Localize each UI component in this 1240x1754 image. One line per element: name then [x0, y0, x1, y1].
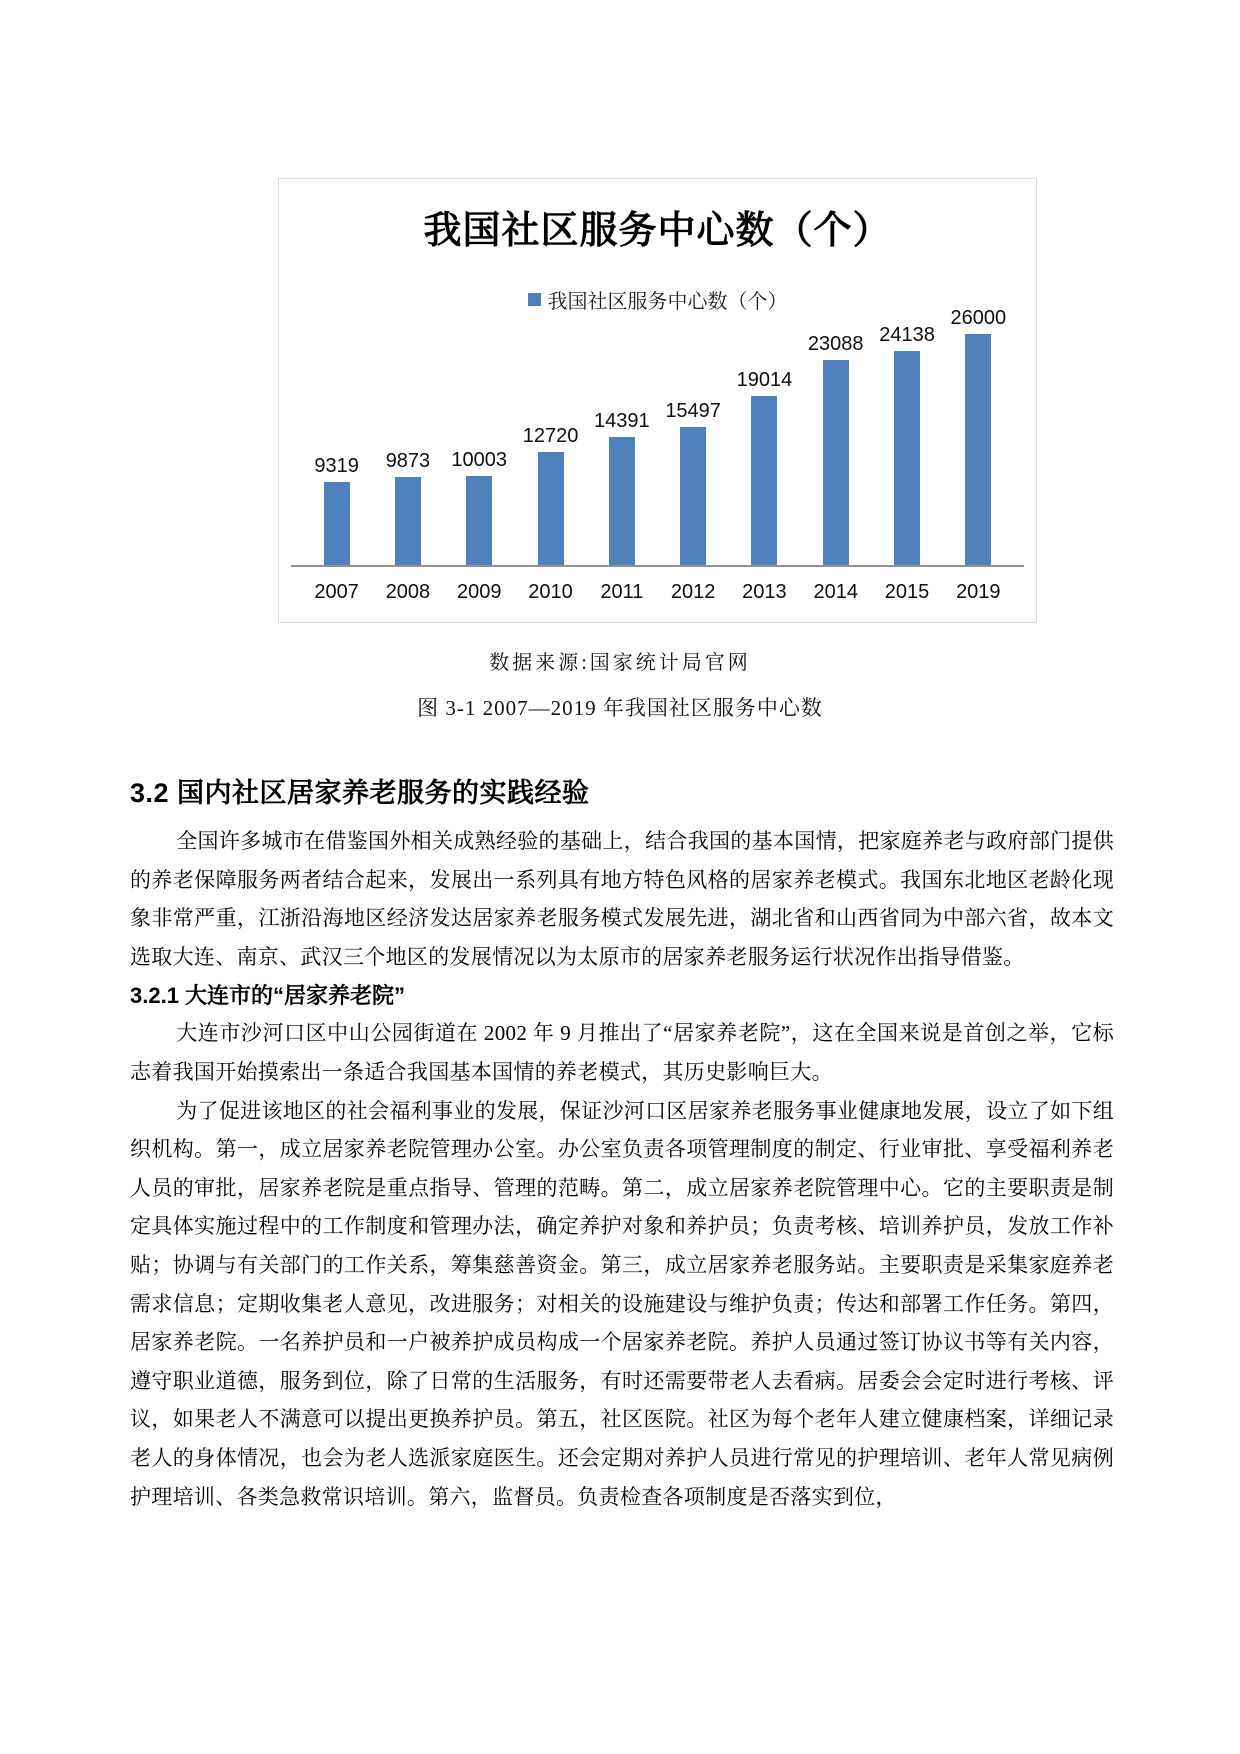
bar-value-label: 19014 — [736, 369, 793, 391]
bar-column-2012 — [657, 400, 728, 565]
bar-column-2010 — [515, 425, 586, 565]
figure-source-note: 数据来源:国家统计局官网 — [489, 652, 751, 674]
bar-value-label: 14391 — [594, 410, 650, 432]
paragraph-2: 大连市沙河口区中山公园街道在 2002 年 9 月推出了“居家养老院”，这在全国来说是首创之举，它标志着我国开始摸索出一条适合我国基本国情的养老模式，其历史影响巨大。 — [130, 1021, 1114, 1084]
x-axis-tick-label: 2009 — [456, 581, 502, 603]
x-axis-tick-label: 2008 — [385, 581, 431, 603]
bar-chart — [278, 178, 1037, 623]
x-axis-tick-label: 2012 — [670, 581, 716, 603]
plot-area — [301, 265, 1014, 565]
bar-column-2014 — [800, 333, 871, 565]
bar-column-2007 — [301, 455, 372, 565]
bar-value-label: 9873 — [385, 450, 431, 472]
section-heading-3-2-1: 3.2.1 大连市的“居家养老院” — [130, 983, 406, 1009]
x-axis-tick-label: 2007 — [314, 581, 359, 603]
section-heading-3-2: 3.2 国内社区居家养老服务的实践经验 — [130, 778, 590, 808]
bar-value-label: 24138 — [879, 324, 935, 346]
bar — [609, 437, 635, 565]
bar-value-label: 26000 — [950, 307, 1007, 329]
bar — [894, 351, 920, 565]
legend-label: 我国社区服务中心数（个） — [547, 291, 788, 313]
section-3-2 — [130, 776, 1114, 1516]
bar-column-2015 — [871, 324, 942, 565]
bar-column-2013 — [729, 369, 800, 565]
bar-value-label: 10003 — [451, 449, 508, 471]
bar-value-label: 15497 — [665, 400, 721, 422]
x-axis-tick-label: 2014 — [813, 581, 858, 603]
paragraph-1: 全国许多城市在借鉴国外相关成熟经验的基础上，结合我国的基本国情，把家庭养老与政府部门提供的养老保障服务两者结合起来，发展出一系列具有地方特色风格的居家养老模式。我国东北地区老龄化现象非常严重，江浙沿海地区经济发达居家养老服务模式发展先进，湖北省和山西省同为中部六省，故本文选取大连、南京、武汉三个地区的发展情况以为太原市的居家养老服务运行状况作出指导借鉴。 — [130, 829, 1114, 969]
bar-column-2008 — [372, 450, 443, 565]
bar-value-label: 9319 — [314, 455, 359, 477]
bar-value-label: 23088 — [807, 333, 864, 355]
x-axis-line — [291, 565, 1024, 567]
bar — [466, 476, 492, 565]
bar-column-2019 — [943, 307, 1014, 565]
x-axis-tick-label: 2019 — [956, 581, 1001, 603]
bar — [395, 477, 421, 565]
x-axis-labels — [301, 581, 1014, 604]
bar — [324, 482, 350, 565]
x-axis-tick-label: 2015 — [884, 581, 930, 603]
bar — [965, 334, 991, 565]
bar-value-label: 12720 — [522, 425, 579, 447]
bar-column-2011 — [586, 410, 657, 565]
bar-column-2009 — [444, 449, 515, 565]
x-axis-tick-label: 2011 — [600, 581, 644, 603]
bar — [680, 427, 706, 565]
figure-caption: 图 3-1 2007—2019 年我国社区服务中心数 — [417, 696, 823, 720]
paragraph-3: 为了促进该地区的社会福利事业的发展，保证沙河口区居家养老服务事业健康地发展，设立了如下组织机构。第一，成立居家养老院管理办公室。办公室负责各项管理制度的制定、行业审批、享受福利养老人员的审批，居家养老院是重点指导、管理的范畴。第二，成立居家养老院管理中心。它的主要职责是制定具体实施过程中的工作制度和管理办法，确定养护对象和养护员；负责考核、培训养护员，发放工作补贴；协调与有关部门的工作关系，筹集慈善资金。第三，成立居家养老服务站。主要职责是采集家庭养老需求信息；定期收集老人意见，改进服务；对相关的设施建设与维护负责；传达和部署工作任务。第四，居家养老院。一名养护员和一户被养护成员构成一个居家养老院。养护人员通过签订协议书等有关内容，遵守职业道德，服务到位，除了日常的生活服务，有时还需要带老人去看病。居委会会定时进行考核、评议，如果老人不满意可以提出更换养护员。第五，社区医院。社区为每个老年人建立健康档案，详细记录老人的身体情况，也会为老人选派家庭医生。还会定期对养护人员进行常见的护理培训、老年人常见病例护理培训、各类急救常识培训。第六，监督员。负责检查各项制度是否落实到位， — [130, 1098, 1114, 1509]
bar — [538, 452, 564, 565]
x-axis-tick-label: 2013 — [742, 581, 787, 603]
chart-title: 我国社区服务中心数（个） — [423, 210, 892, 252]
x-axis-tick-label: 2010 — [528, 581, 573, 603]
bar — [823, 360, 849, 565]
bar — [751, 396, 777, 565]
